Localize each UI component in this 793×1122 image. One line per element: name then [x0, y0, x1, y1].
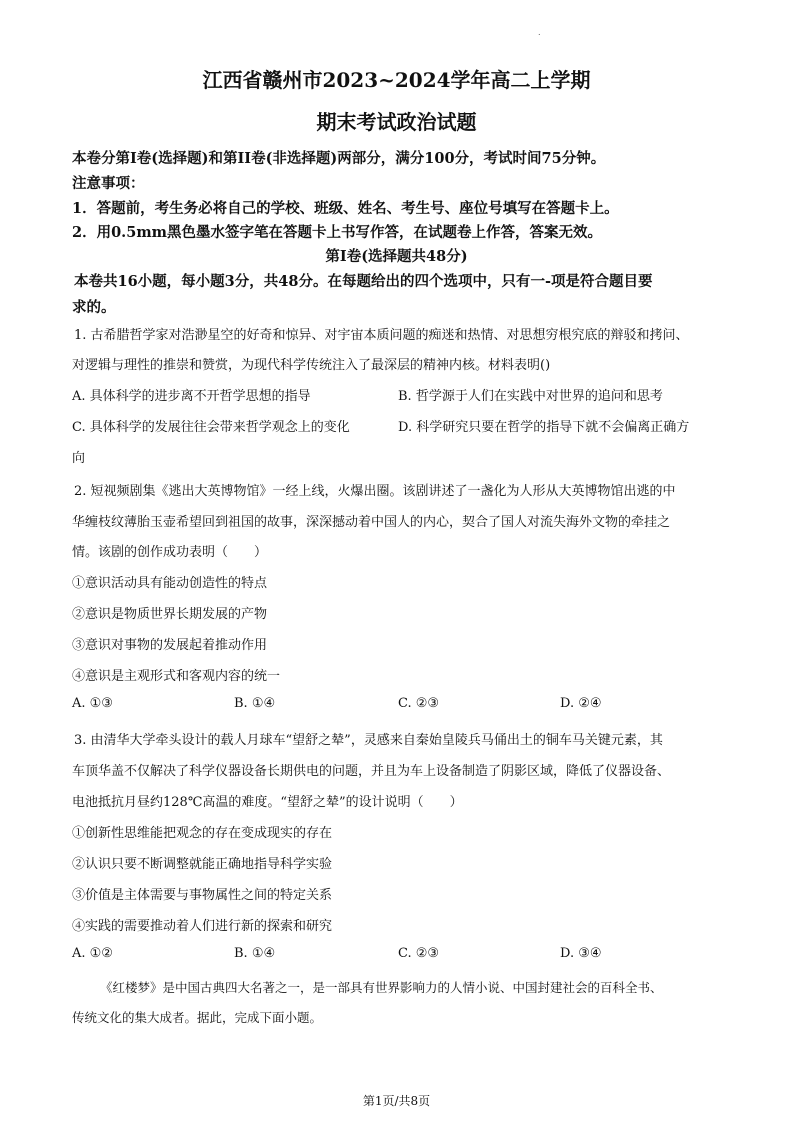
q3-item: ④实践的需要推动着人们进行新的探索和研究 — [72, 919, 333, 934]
q3-option-b: B. ①④ — [234, 946, 276, 961]
passage-line-1: 《红楼梦》是中国古典四大名著之一，是一部具有世界影响力的人情小说、中国封建社会的百科全书、 — [100, 980, 663, 995]
q3-item: ②认识只要不断调整就能正确地指导科学实验 — [72, 857, 333, 872]
section-title: 第Ⅰ卷(选择题共48分) — [325, 248, 468, 265]
q2-option-a: A. ①③ — [72, 696, 113, 711]
q2-item: ④意识是主观形式和客观内容的统一 — [72, 669, 281, 684]
notice-item-1: 1．答题前，考生务必将自己的学校、班级、姓名、考生号、座位号填写在答题卡上。 — [72, 200, 619, 217]
q2-option-d: D. ②④ — [560, 696, 602, 711]
title-line-1: 江西省赣州市2023~2024学年高二上学期 — [202, 68, 591, 92]
intro-line: 本卷分第Ⅰ卷(选择题)和第II卷(非选择题)两部分，满分100分，考试时间75分钟。 — [72, 150, 606, 167]
section-instruction-2: 求的。 — [72, 299, 116, 316]
q2-stem-3: 情。该剧的创作成功表明（ ） — [72, 545, 268, 560]
q1-option-a: A. 具体科学的进步离不开哲学思想的指导 — [72, 389, 311, 404]
q2-option-b: B. ①④ — [234, 696, 276, 711]
q1-option-b: B. 哲学源于人们在实践中对世界的追问和思考 — [398, 389, 663, 404]
q2-item: ③意识对事物的发展起着推动作用 — [72, 638, 268, 653]
q3-stem-3: 电池抵抗月昼约128℃高温的难度。“望舒之辇”的设计说明（ ） — [72, 795, 463, 810]
q2-stem-1: 2. 短视频剧集《逃出大英博物馆》一经上线，火爆出圈。该剧讲述了一盏化为人形从大英博物馆出逃的中 — [74, 484, 676, 499]
q3-option-d: D. ③④ — [560, 946, 602, 961]
q1-option-d-cont: 向 — [72, 451, 86, 466]
q3-item: ③价值是主体需要与事物属性之间的特定关系 — [72, 888, 333, 903]
q2-stem-2: 华缠枝纹薄胎玉壶希望回到祖国的故事，深深撼动着中国人的内心，契合了国人对流失海外文物的牵挂之 — [72, 515, 671, 530]
q2-item: ②意识是物质世界长期发展的产物 — [72, 607, 268, 622]
q3-option-a: A. ①② — [72, 946, 113, 961]
notice-title: 注意事项： — [72, 175, 145, 192]
q2-option-c: C. ②③ — [398, 696, 440, 711]
notice-item-2: 2．用0.5mm黑色墨水签字笔在答题卡上书写作答，在试题卷上作答，答案无效。 — [72, 224, 602, 241]
q3-item: ①创新性思维能把观念的存在变成现实的存在 — [72, 826, 333, 841]
q2-item: ①意识活动具有能动创造性的特点 — [72, 576, 268, 591]
corner-mark: . — [538, 28, 541, 37]
q3-stem-1: 3. 由清华大学牵头设计的载人月球车“望舒之辇”，灵感来自秦始皇陵兵马俑出土的铜车马关键元素，其 — [74, 733, 663, 748]
q3-stem-2: 车顶华盖不仅解决了科学仪器设备长期供电的问题，并且为车上设备制造了阴影区域，降低了仪器设备、 — [72, 764, 671, 779]
page-footer: 第1页/共8页 — [362, 1094, 431, 1108]
q1-stem-1: 1. 古希腊哲学家对浩渺星空的好奇和惊异、对宇宙本质问题的痴迷和热情、对思想穷根究底的辩驳和拷问、 — [74, 328, 689, 343]
q1-option-d: D. 科学研究只要在哲学的指导下就不会偏离正确方 — [398, 420, 690, 435]
q3-option-c: C. ②③ — [398, 946, 440, 961]
q1-option-c: C. 具体科学的发展往往会带来哲学观念上的变化 — [72, 420, 350, 435]
passage-line-2: 传统文化的集大成者。据此，完成下面小题。 — [72, 1010, 323, 1025]
title-line-2: 期末考试政治试题 — [316, 110, 477, 134]
section-instruction-1: 本卷共16小题，每小题3分，共48分。在每题给出的四个选项中，只有一-项是符合题目要 — [74, 273, 653, 290]
q1-stem-2: 对逻辑与理性的推崇和赞赏，为现代科学传统注入了最深层的精神内核。材料表明() — [72, 358, 551, 373]
